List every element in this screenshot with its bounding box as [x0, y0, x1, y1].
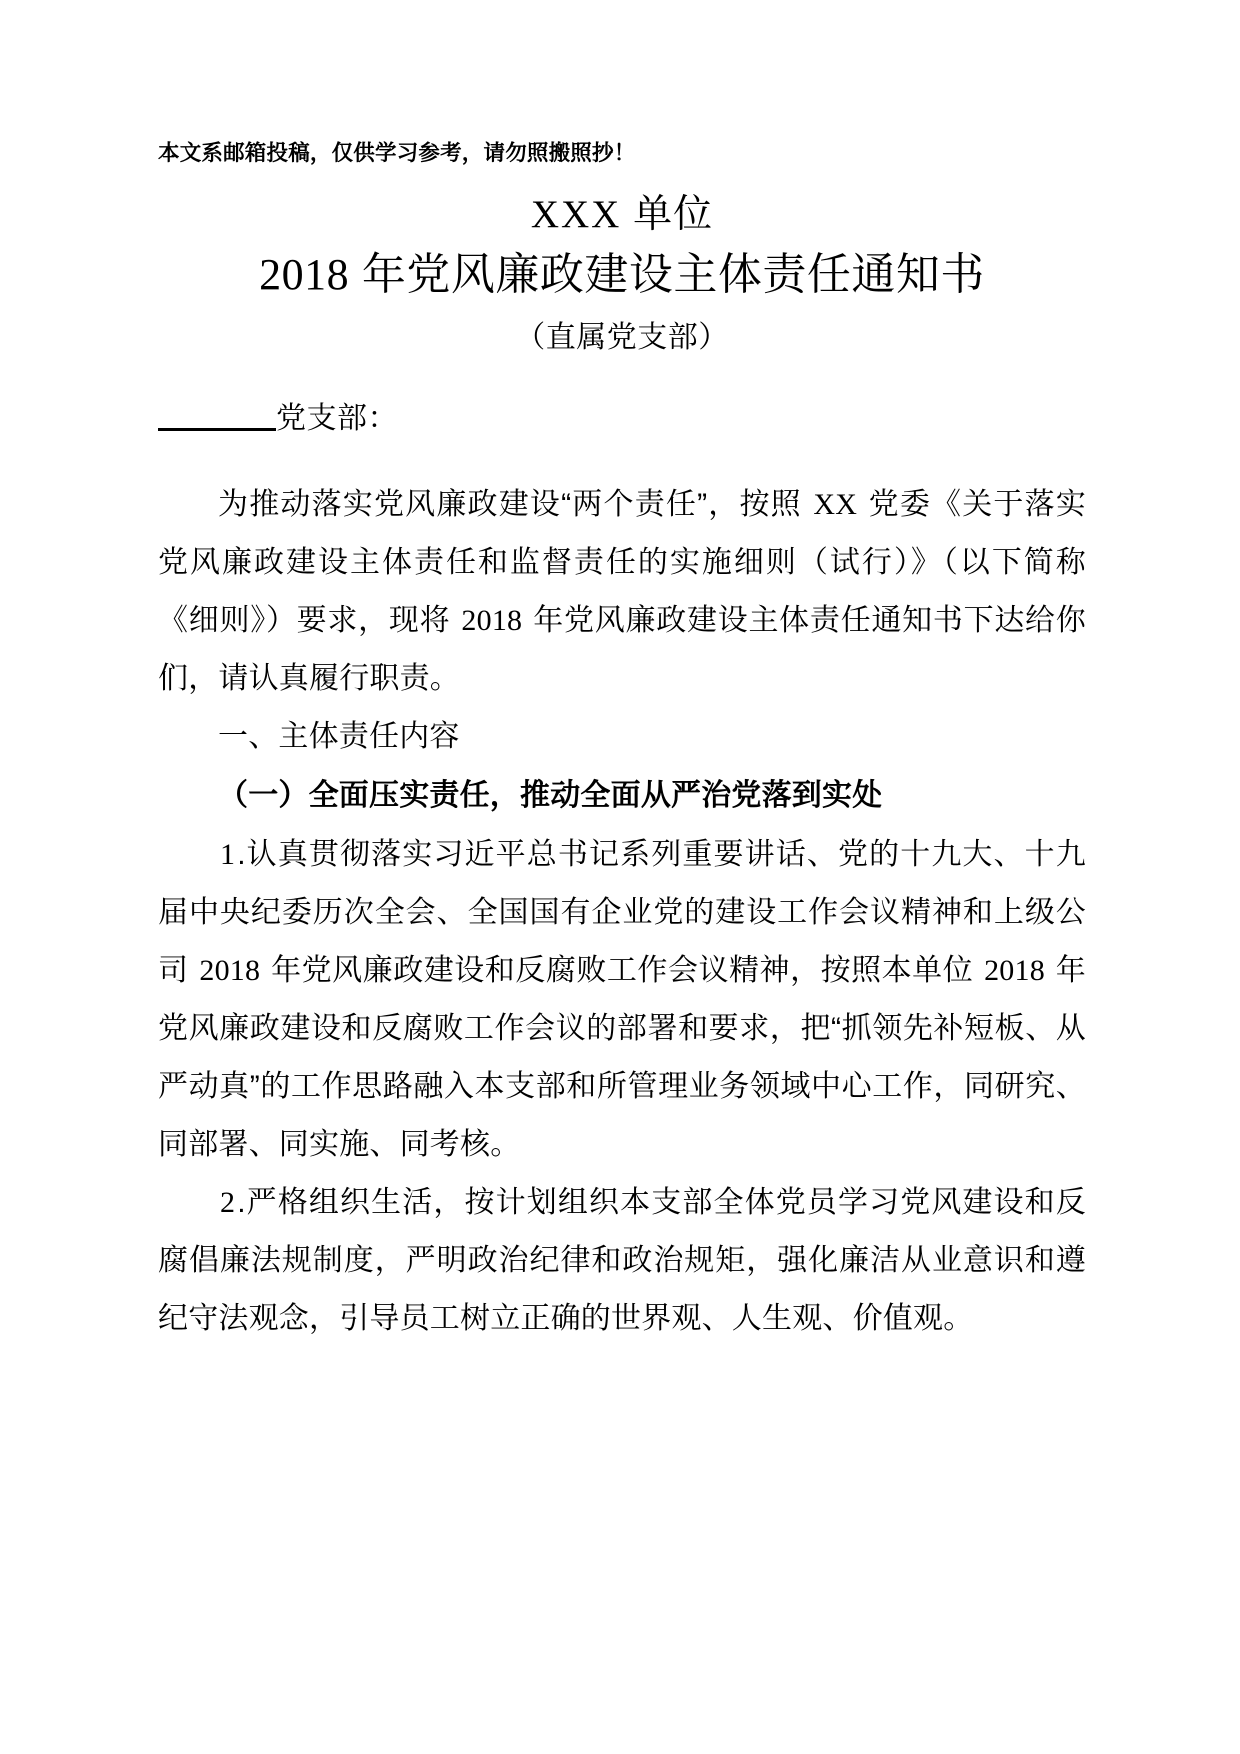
subsection-heading: （一）全面压实责任，推动全面从严治党落到实处: [218, 779, 883, 813]
organization-title-text: XXX 单位: [530, 192, 714, 236]
list-item: 1.认真贯彻落实习近平总书记系列重要讲话、党的十九大、十九届中央纪委历次全会、全国国有企业党的建设工作会议精神和上级公司 2018 年党风廉政建设和反腐败工作会议精神，按照本单位 2018 年党风廉政建设和反腐败工作会议的部署和要求，把“抓领先补短板、从严动真”的工作思路融入本支部和所管理业务领域中心工作，同研究、同部署、同实施、同考核。: [158, 838, 1086, 1162]
recipient-blank-field[interactable]: [158, 398, 276, 431]
organization-title: [158, 189, 1086, 240]
intro-paragraph: 为推动落实党风廉政建设“两个责任”，按照 XX 党委《关于落实党风廉政建设主体责任和监督责任的实施细则（试行）》（以下简称《细则》）要求，现将 2018 年党风廉政建设主体责任通知书下达给你们，请认真履行职责。: [158, 488, 1086, 696]
list-item: 2.严格组织生活，按计划组织本支部全体党员学习党风建设和反腐倡廉法规制度，严明政治纪律和政治规矩，强化廉洁从业意识和遵纪守法观念，引导员工树立正确的世界观、人生观、价值观。: [158, 1186, 1086, 1336]
recipient-line: [158, 398, 1086, 440]
submission-notice: 本文系邮箱投稿，仅供学习参考，请勿照搬照抄！: [158, 141, 636, 165]
section-heading: 一、主体责任内容: [218, 720, 460, 754]
document-subtitle: （直属党支部）: [515, 320, 729, 354]
document-title-text: 2018 年党风廉政建设主体责任通知书: [259, 250, 985, 300]
document-content: [158, 0, 1086, 1348]
recipient-label: 党支部：: [276, 402, 398, 436]
document-title: [158, 246, 1086, 303]
